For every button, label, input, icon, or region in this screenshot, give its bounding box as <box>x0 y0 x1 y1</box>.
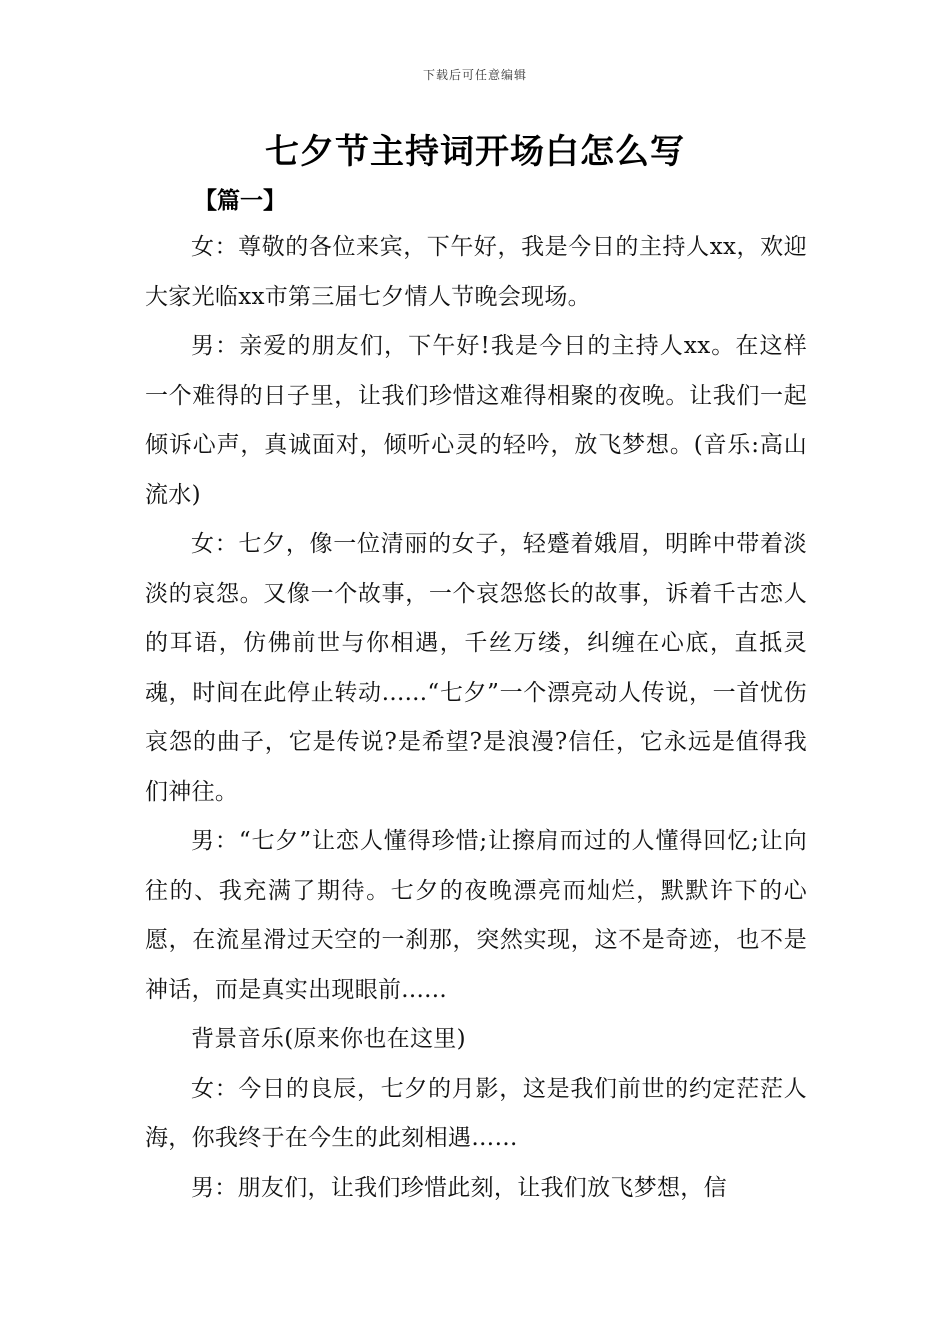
document-body <box>145 223 807 1213</box>
document-title: 七夕节主持词开场白怎么写 <box>265 132 685 172</box>
header-note: 下载后可任意编辑 <box>422 68 527 82</box>
paragraph-7: 男：朋友们，让我们珍惜此刻，让我们放飞梦想，信 <box>191 1174 727 1201</box>
paragraph-5: 背景音乐(原来你也在这里) <box>191 1026 466 1052</box>
section-label: 【篇一】 <box>194 187 286 214</box>
paragraph-1: 女：尊敬的各位来宾，下午好，我是今日的主持人xx，欢迎大家光临xx市第三届七夕情人节晚会现场。 <box>145 234 807 310</box>
paragraph-2: 男：亲爱的朋友们，下午好!我是今日的主持人xx。在这样一个难得的日子里，让我们珍惜这难得相聚的夜晚。让我们一起倾诉心声，真诚面对，倾听心灵的轻吟，放飞梦想。(音乐:高山流水) <box>145 333 807 508</box>
paragraph-4: 男：“七夕”让恋人懂得珍惜;让擦肩而过的人懂得回忆;让向往的、我充满了期待。七夕的夜晚漂亮而灿烂，默默许下的心愿，在流星滑过天空的一刹那，突然实现，这不是奇迹，也不是神话，而是真实出现眼前...... <box>145 828 807 1003</box>
paragraph-3: 女：七夕，像一位清丽的女子，轻蹙着娥眉，明眸中带着淡淡的哀怨。又像一个故事，一个哀怨悠长的故事，诉着千古恋人的耳语，仿佛前世与你相遇，千丝万缕，纠缠在心底，直抵灵魂，时间在此停止转动......“七夕”一个漂亮动人传说，一首忧伤哀怨的曲子，它是传说?是希望?是浪漫?信任，它永远是值得我们神往。 <box>145 531 807 805</box>
paragraph-6: 女：今日的良辰，七夕的月影，这是我们前世的约定茫茫人海，你我终于在今生的此刻相遇…… <box>145 1075 807 1151</box>
